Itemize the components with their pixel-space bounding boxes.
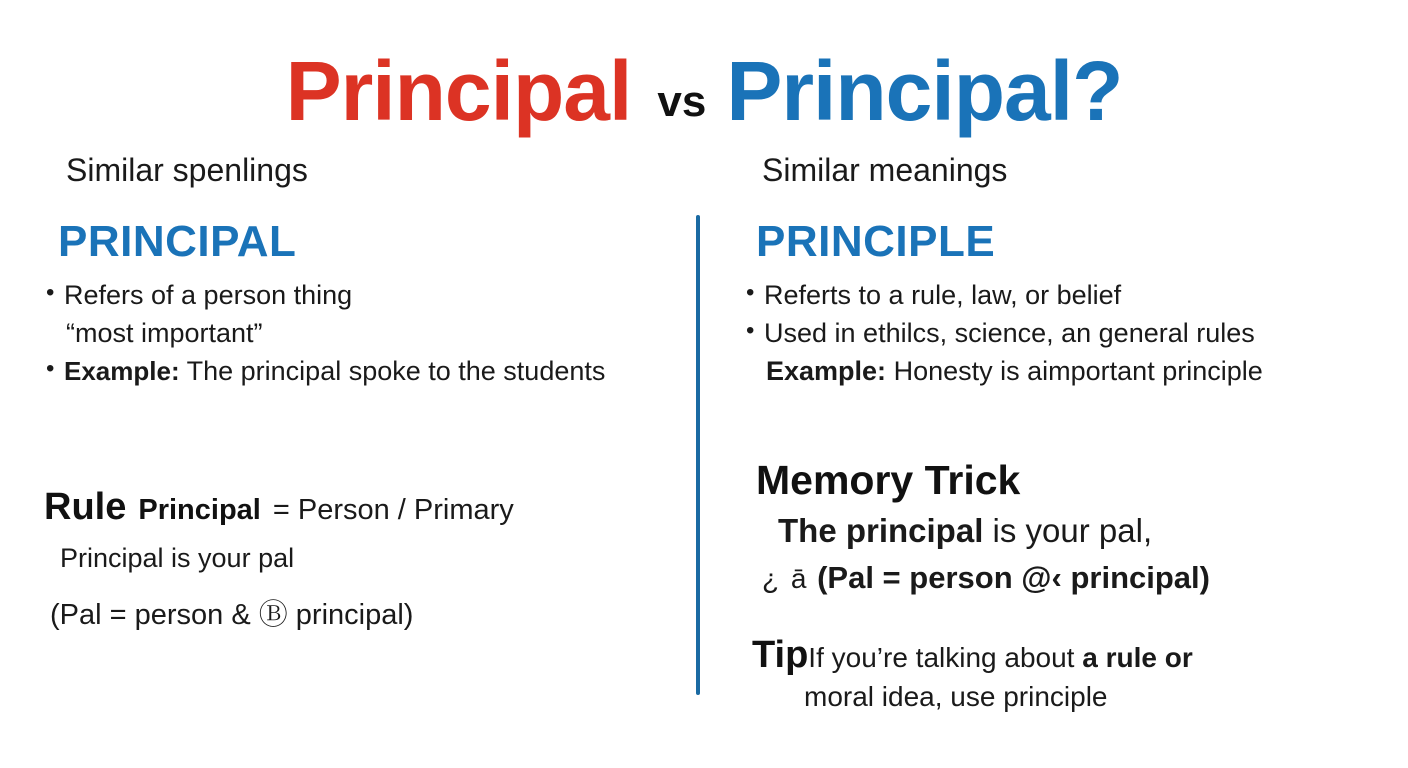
- list-item: • Refers of a person thing: [40, 278, 680, 314]
- rule-line-2: Principal is your pal: [60, 543, 295, 573]
- title-left-word: Principal: [285, 44, 632, 138]
- memory-trick-line-1: [778, 511, 1406, 551]
- tip-text-plain: If you’re talking about: [808, 642, 1083, 673]
- tip-text-bold: a rule or: [1082, 642, 1193, 673]
- tip-block: [752, 634, 1408, 713]
- memory-trick-rest: is your pal,: [992, 512, 1153, 550]
- tip-text: [808, 642, 1192, 674]
- left-column: [40, 218, 680, 391]
- at-symbol-icon: @‹: [1021, 559, 1062, 595]
- decorative-glyph: ¿ ā: [762, 562, 809, 594]
- title-vs-word: vs: [657, 77, 707, 126]
- tip-label: Tip: [752, 634, 809, 676]
- right-example-item: [740, 354, 1390, 390]
- right-column: [740, 218, 1390, 391]
- rule-line-1: [44, 486, 684, 529]
- list-item: • Used in ethilcs, science, an general rules: [740, 316, 1390, 352]
- rule-keyword: Principal: [138, 494, 261, 526]
- subtitle-right: Similar meanings: [762, 152, 1008, 188]
- right-column-heading: PRINCIPLE: [756, 217, 996, 266]
- tip-line-2: moral idea, use principle: [804, 681, 1108, 712]
- column-divider: [696, 215, 700, 695]
- right-example-label: Example:: [766, 355, 887, 386]
- right-bullet-list: [740, 278, 1390, 389]
- rule-line-3: (Pal = person & Ⓑ principal): [50, 599, 414, 631]
- memory-trick-paren-a: (Pal = person: [817, 559, 1013, 595]
- list-item: • Referts to a rule, law, or belief: [740, 278, 1390, 314]
- left-example-text: The principal spoke to the students: [186, 355, 606, 386]
- title-right-word: Principal?: [726, 44, 1123, 138]
- title-row: [0, 44, 1408, 138]
- right-example-text: Honesty is aimportant principle: [893, 355, 1263, 386]
- tip-row: [752, 634, 1408, 677]
- left-example-label: Example:: [64, 355, 180, 386]
- list-item: “most important”: [66, 318, 263, 349]
- memory-trick-paren-b: principal): [1070, 559, 1210, 595]
- rule-block: [44, 486, 684, 633]
- subtitle-left: Similar spenlings: [66, 152, 308, 188]
- left-column-heading: PRINCIPAL: [58, 217, 297, 266]
- memory-trick-heading: Memory Trick: [756, 457, 1021, 503]
- memory-trick-line-2: [762, 559, 1406, 596]
- rule-definition: = Person / Primary: [272, 494, 514, 526]
- memory-trick-bold-phrase: The principal: [778, 512, 984, 550]
- rule-label: Rule: [44, 486, 127, 528]
- left-bullet-list: [40, 278, 680, 389]
- left-example-item: [40, 354, 680, 390]
- memory-trick-block: [756, 458, 1406, 596]
